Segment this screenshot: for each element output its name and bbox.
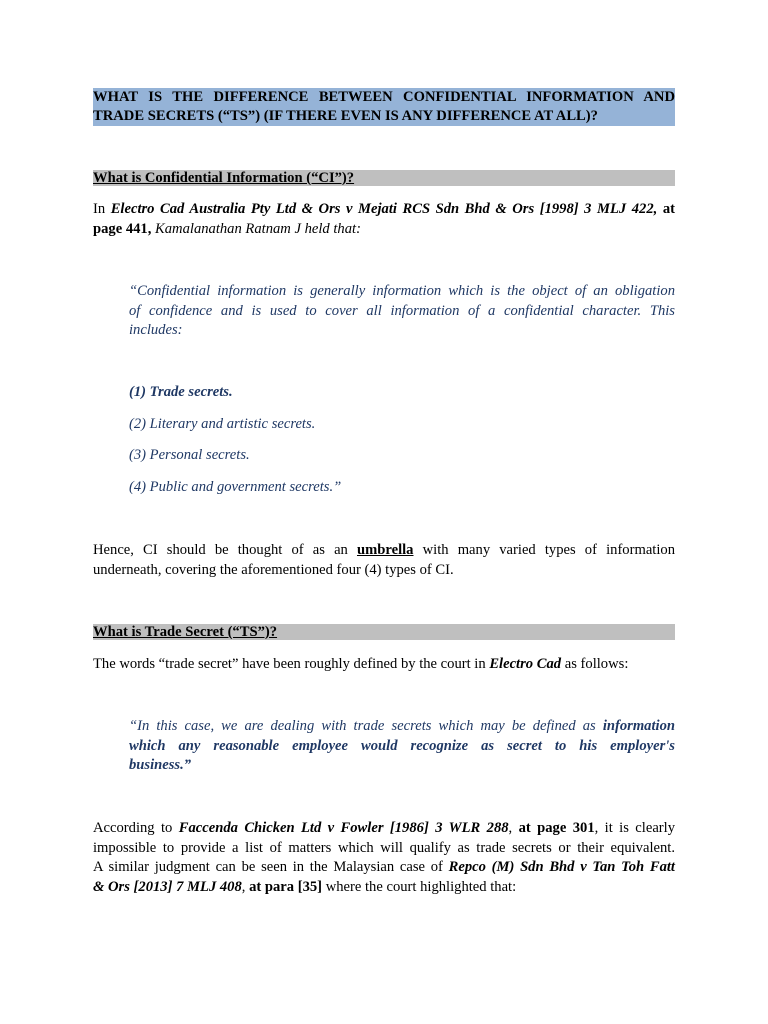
case-citation-repco: Repco (M) Sdn Bhd v Tan Toh Fatt [448,859,675,875]
section-heading-confidential-information: What is Confidential Information (“CI”)? [93,170,675,186]
title-line-2: TRADE SECRETS (“TS”) (IF THERE EVEN IS ANY DIFFERENCE AT ALL)? [93,108,598,124]
list-item: (4) Public and government secrets.” [129,479,342,495]
ts-definition-quote: “In this case, we are dealing with trade secrets which may be defined as information which any reasonable employee would recognize as secret to his employer's business.” [129,718,675,773]
case-citation-electro-cad-short: Electro Cad [489,656,562,672]
list-item: (2) Literary and artistic secrets. [129,416,316,432]
list-item: (1) Trade secrets. [129,384,233,400]
ci-conclusion-paragraph: Hence, CI should be thought of as an umbrella with many varied types of information underneath, covering the aforementioned four (4) types of CI. [93,542,675,578]
ci-definition-quote: “Confidential information is generally information which is the object of an obligation of confidence and is used to cover all information of a confidential character. This includes: [129,283,675,338]
list-item: (3) Personal secrets. [129,447,250,463]
page-reference: page 441, [93,220,152,237]
ci-intro-paragraph: In Electro Cad Australia Pty Ltd & Ors v Mejati RCS Sdn Bhd & Ors [1998] 3 MLJ 422, at page 441, Kamalanathan Ratnam J held that: [93,201,675,237]
case-citation-electro-cad: Electro Cad Australia Pty Ltd & Ors v Mejati RCS Sdn Bhd & Ors [1998] 3 MLJ 422, [110,201,658,217]
umbrella-emphasis: umbrella [356,542,414,558]
ts-intro-paragraph: The words “trade secret” have been roughly defined by the court in Electro Cad as follows: [93,656,629,672]
case-citation-faccenda: Faccenda Chicken Ltd v Fowler [1986] 3 WLR 288 [178,820,509,836]
title-line-1: WHAT IS THE DIFFERENCE BETWEEN CONFIDENTIAL INFORMATION AND [93,89,675,105]
faccenda-paragraph: According to Faccenda Chicken Ltd v Fowler [1986] 3 WLR 288, at page 301, it is clearly impossible to provide a list of matters which will qualify as trade secrets or their equivalent. A similar judgment can be seen in the Malaysian case of Repco (M) Sdn Bhd v Tan Toh Fatt & Ors [2013] 7 MLJ 408, at para [35] where the court highlighted that: [93,820,676,895]
section-heading-trade-secret: What is Trade Secret (“TS”)? [93,624,675,640]
document-title [93,88,675,126]
